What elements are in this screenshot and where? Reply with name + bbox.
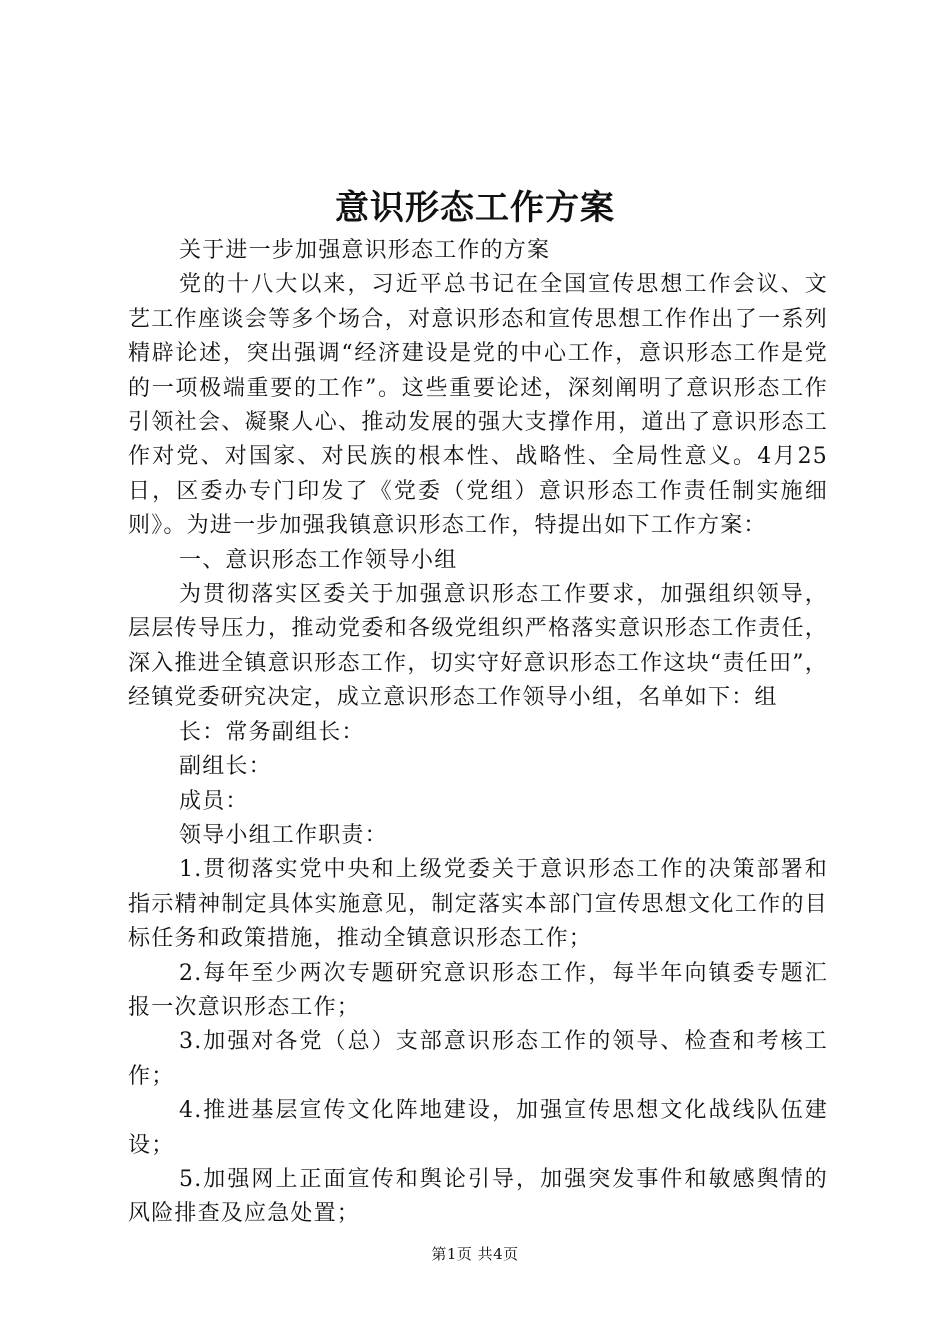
paragraph-leader: 长：常务副组长： — [179, 719, 365, 745]
list-item: 1.贯彻落实党中央和上级党委关于意识形态工作的决策部署和指示精神制定具体实施意见，制定落实本部门宣传思想文化工作的目标任务和政策措施，推动全镇意识形态工作； — [128, 857, 828, 952]
list-item: 2.每年至少两次专题研究意识形态工作，每半年向镇委专题汇报一次意识形态工作； — [128, 960, 828, 1020]
paragraph-duties-heading: 领导小组工作职责： — [179, 822, 388, 848]
section-heading: 一、意识形态工作领导小组 — [179, 547, 458, 573]
document-body — [128, 234, 828, 1232]
paragraph-members: 成员： — [179, 788, 249, 814]
paragraph-deputy-leader: 副组长： — [179, 754, 272, 780]
paragraph-group-setup: 为贯彻落实区委关于加强意识形态工作要求，加强组织领导，层层传导压力，推动党委和各级党组织严格落实意识形态工作责任，深入推进全镇意识形态工作，切实守好意识形态工作这块“责任田”，经镇党委研究决定，成立意识形态工作领导小组，名单如下：组 — [128, 582, 828, 711]
list-item: 4.推进基层宣传文化阵地建设，加强宣传思想文化战线队伍建设； — [128, 1098, 828, 1158]
list-item: 3.加强对各党（总）支部意识形态工作的领导、检查和考核工作； — [128, 1029, 828, 1089]
list-item: 5.加强网上正面宣传和舆论引导，加强突发事件和敏感舆情的风险排查及应急处置； — [128, 1166, 828, 1227]
page-footer: 第1页 共4页 — [431, 1245, 519, 1263]
paragraph-intro: 党的十八大以来，习近平总书记在全国宣传思想工作会议、文艺工作座谈会等多个场合，对意识形态和宣传思想工作作出了一系列精辟论述，突出强调“经济建设是党的中心工作，意识形态工作是党的一项极端重要的工作”。这些重要论述，深刻阐明了意识形态工作引领社会、凝聚人心、推动发展的强大支撑作用，道出了意识形态工作对党、对国家、对民族的根本性、战略性、全局性意义。4月25日，区委办专门印发了《党委（党组）意识形态工作责任制实施细则》。为进一步加强我镇意识形态工作，特提出如下工作方案： — [128, 272, 828, 539]
document-title: 意识形态工作方案 — [335, 188, 615, 228]
paragraph-subtitle: 关于进一步加强意识形态工作的方案 — [179, 238, 551, 263]
